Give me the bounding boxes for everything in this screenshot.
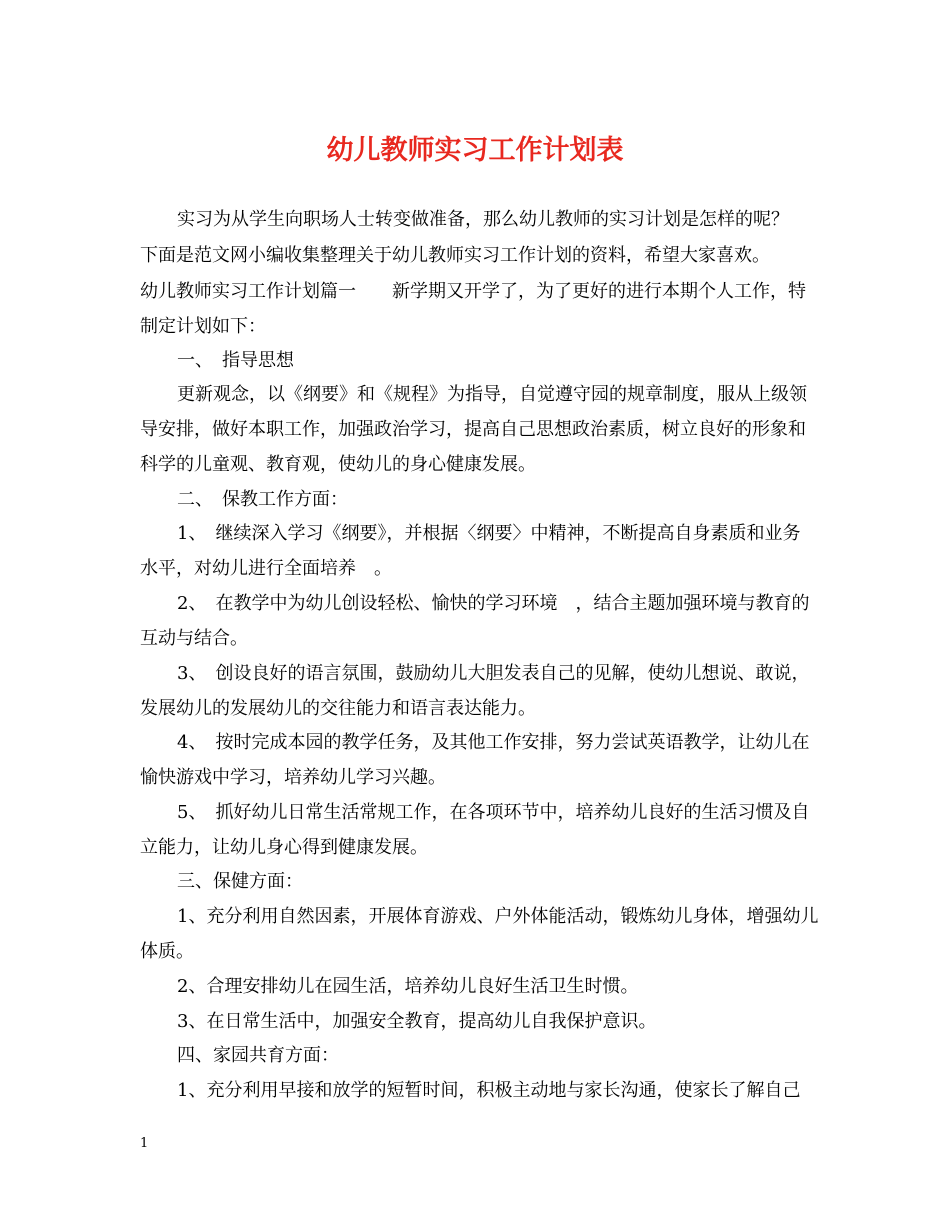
section-heading: 四、家园共育方面： bbox=[177, 1045, 339, 1066]
body-line: 实习为从学生向职场人士转变做准备，那么幼儿教师的实习计划是怎样的呢？ bbox=[177, 209, 789, 230]
section-heading: 二、 保教工作方面： bbox=[177, 489, 348, 510]
body-line: 科学的儿童观、教育观，使幼儿的身心健康发展。 bbox=[140, 454, 536, 475]
section-heading: 三、保健方面： bbox=[177, 871, 303, 892]
body-line: 发展幼儿的发展幼儿的交往能力和语言表达能力。 bbox=[140, 698, 536, 719]
page-number: 1 bbox=[140, 1136, 149, 1151]
body-line: 2、合理安排幼儿在园生活，培养幼儿良好生活卫生时惯。 bbox=[177, 976, 639, 997]
body-line: 1、 继续深入学习《纲要》，并根据〈纲要〉中精神，不断提高自身素质和业务 bbox=[177, 523, 801, 544]
body-line: 制定计划如下： bbox=[140, 316, 266, 337]
body-line: 立能力，让幼儿身心得到健康发展。 bbox=[140, 837, 428, 858]
section-heading: 一、 指导思想 bbox=[177, 350, 294, 371]
body-line: 幼儿教师实习工作计划篇一 新学期又开学了，为了更好的进行本期个人工作，特 bbox=[140, 281, 806, 302]
body-line: 5、 抓好幼儿日常生活常规工作，在各项环节中，培养幼儿良好的生活习惯及自 bbox=[177, 802, 810, 823]
body-line: 水平，对幼儿进行全面培养 。 bbox=[140, 558, 392, 579]
body-line: 4、 按时完成本园的教学任务，及其他工作安排，努力尝试英语教学，让幼儿在 bbox=[177, 732, 810, 753]
document-title: 幼儿教师实习工作计划表 bbox=[326, 135, 624, 166]
body-line: 体质。 bbox=[140, 941, 194, 962]
body-line: 1、充分利用早接和放学的短暂时间，积极主动地与家长沟通，使家长了解自己 bbox=[177, 1080, 801, 1101]
body-line: 下面是范文网小编收集整理关于幼儿教师实习工作计划的资料，希望大家喜欢。 bbox=[140, 245, 770, 266]
body-line: 2、 在教学中为幼儿创设轻松、愉快的学习环境 ，结合主题加强环境与教育的 bbox=[177, 593, 810, 614]
body-line: 愉快游戏中学习，培养幼儿学习兴趣。 bbox=[140, 767, 446, 788]
body-line: 导安排，做好本职工作，加强政治学习，提高自己思想政治素质，树立良好的形象和 bbox=[140, 419, 806, 440]
body-line: 3、在日常生活中，加强安全教育，提高幼儿自我保护意识。 bbox=[177, 1011, 657, 1032]
body-line: 更新观念，以《纲要》和《规程》为指导，自觉遵守园的规章制度，服从上级领 bbox=[177, 384, 807, 405]
body-line: 互动与结合。 bbox=[140, 628, 248, 649]
body-line: 1、充分利用自然因素，开展体育游戏、户外体能活动，锻炼幼儿身体，增强幼儿 bbox=[177, 906, 819, 927]
body-line: 3、 创设良好的语言氛围，鼓励幼儿大胆发表自己的见解，使幼儿想说、敢说， bbox=[177, 663, 810, 684]
